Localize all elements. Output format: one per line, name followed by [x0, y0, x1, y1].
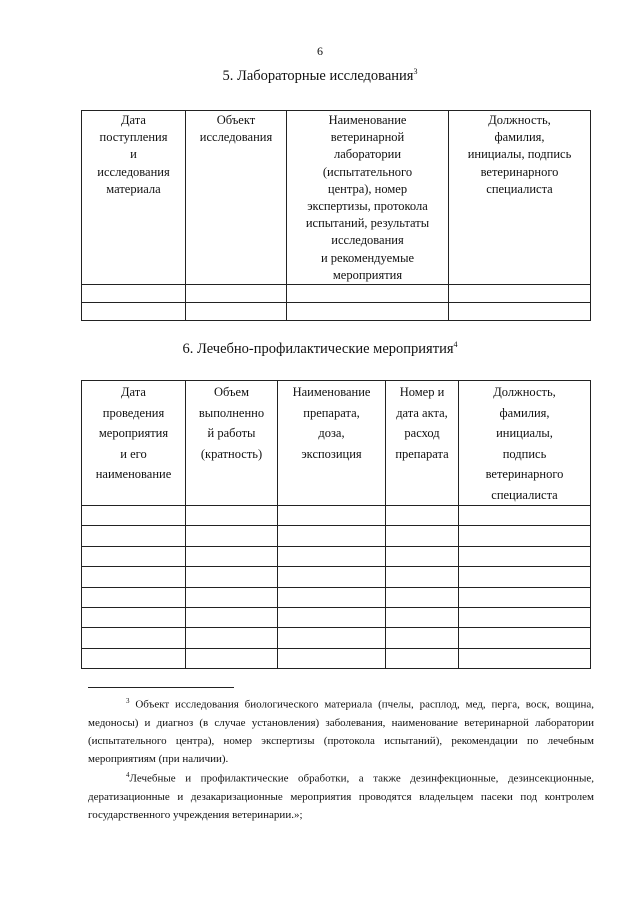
table-cell	[186, 587, 278, 607]
column-header	[186, 381, 278, 506]
table-cell	[459, 526, 591, 546]
column-header	[82, 111, 186, 285]
table-cell	[459, 567, 591, 587]
column-header-text: Должность, фамилия, инициалы, подпись ветеринарного специалиста	[467, 113, 572, 196]
column-header	[278, 381, 386, 506]
table-cell	[278, 607, 386, 627]
table-cell	[386, 567, 459, 587]
column-header-text: Номер и дата акта, расход препарата	[395, 385, 449, 461]
section-5-title-text: 5. Лабораторные исследования	[222, 67, 414, 84]
table-row	[82, 607, 591, 627]
table-cell	[186, 526, 278, 546]
table-cell	[459, 587, 591, 607]
table-cell	[278, 628, 386, 648]
footnote-3	[88, 692, 594, 768]
table-cell	[278, 546, 386, 566]
table-cell	[386, 628, 459, 648]
table-row	[82, 506, 591, 526]
table-cell	[386, 526, 459, 546]
treatment-measures-table	[81, 380, 591, 669]
footnote-text: Объект исследования биологического материала (пчелы, расплод, мед, перга, воск, вощина, медоносы) и диагноз (в случае установления) заболевания, наименование ветеринарной лаборатории (испытательного центра), номер экспертизы (протокола испытаний), рекомендации по лечебным мероприятиям (при наличии).	[88, 698, 594, 765]
table-cell	[82, 648, 186, 668]
table-cell	[459, 648, 591, 668]
column-header-text: Объем выполненно й работы (кратность)	[198, 385, 265, 461]
table-cell	[459, 628, 591, 648]
table-cell	[386, 587, 459, 607]
footnote-marker: 3	[126, 697, 130, 705]
table-cell	[459, 607, 591, 627]
table-cell	[82, 567, 186, 587]
table-row	[82, 648, 591, 668]
table-cell	[82, 607, 186, 627]
table-cell	[386, 648, 459, 668]
footnote-4	[88, 766, 594, 824]
table-cell	[186, 285, 287, 303]
table-row	[82, 628, 591, 648]
section-6-title-text: 6. Лечебно-профилактические мероприятия	[182, 340, 454, 357]
table-cell	[82, 526, 186, 546]
section-6-title	[0, 340, 640, 358]
table-row	[82, 587, 591, 607]
table-row	[82, 546, 591, 566]
section-5-title	[0, 67, 640, 85]
column-header-text: Дата проведения мероприятия и его наименование	[95, 385, 172, 481]
table-row	[82, 303, 591, 321]
column-header	[287, 111, 449, 285]
footnote-ref-4: 4	[453, 340, 458, 349]
lab-research-table	[81, 110, 591, 321]
column-header-text: Наименование ветеринарной лаборатории (испытательного центра), номер экспертизы, протокола испытаний, результаты исследования и рекомендуемые мероприятия	[305, 113, 430, 282]
table-cell	[82, 587, 186, 607]
table-cell	[278, 648, 386, 668]
table-row	[82, 567, 591, 587]
table-cell	[459, 506, 591, 526]
table-header-row	[82, 381, 591, 506]
table-cell	[186, 567, 278, 587]
column-header-text: Объект исследования	[199, 113, 273, 145]
column-header-text: Должность, фамилия, инициалы, подпись ветеринарного специалиста	[485, 385, 564, 502]
table-cell	[278, 506, 386, 526]
table-cell	[449, 285, 591, 303]
table-cell	[82, 628, 186, 648]
table-cell	[386, 607, 459, 627]
column-header	[82, 381, 186, 506]
table-cell	[82, 546, 186, 566]
table-cell	[459, 546, 591, 566]
table-cell	[278, 587, 386, 607]
table-cell	[186, 506, 278, 526]
table-row	[82, 285, 591, 303]
column-header-text: Наименование препарата, доза, экспозиция	[292, 385, 371, 461]
column-header	[186, 111, 287, 285]
table-cell	[186, 303, 287, 321]
table-cell	[82, 506, 186, 526]
column-header-text: Дата поступления и исследования материала	[97, 113, 170, 196]
table-row	[82, 526, 591, 546]
table-cell	[186, 628, 278, 648]
column-header	[386, 381, 459, 506]
table-cell	[278, 526, 386, 546]
table-cell	[82, 303, 186, 321]
table-cell	[82, 285, 186, 303]
table-cell	[186, 607, 278, 627]
footnote-ref-3: 3	[413, 67, 418, 76]
table-cell	[287, 285, 449, 303]
column-header	[459, 381, 591, 506]
table-cell	[278, 567, 386, 587]
table-cell	[449, 303, 591, 321]
table-cell	[386, 506, 459, 526]
column-header	[449, 111, 591, 285]
footnote-separator	[88, 687, 234, 688]
table-cell	[386, 546, 459, 566]
footnote-text: Лечебные и профилактические обработки, а также дезинфекционные, дезинсекционные, дератизационные и дезакаризационные мероприятия проводятся владельцем пасеки под контролем государственного учреждения ветеринарии.»;	[88, 772, 594, 821]
table-cell	[186, 648, 278, 668]
table-cell	[186, 546, 278, 566]
footnote-marker: 4	[126, 771, 130, 779]
page-number: 6	[317, 44, 323, 58]
table-cell	[287, 303, 449, 321]
table-header-row	[82, 111, 591, 285]
